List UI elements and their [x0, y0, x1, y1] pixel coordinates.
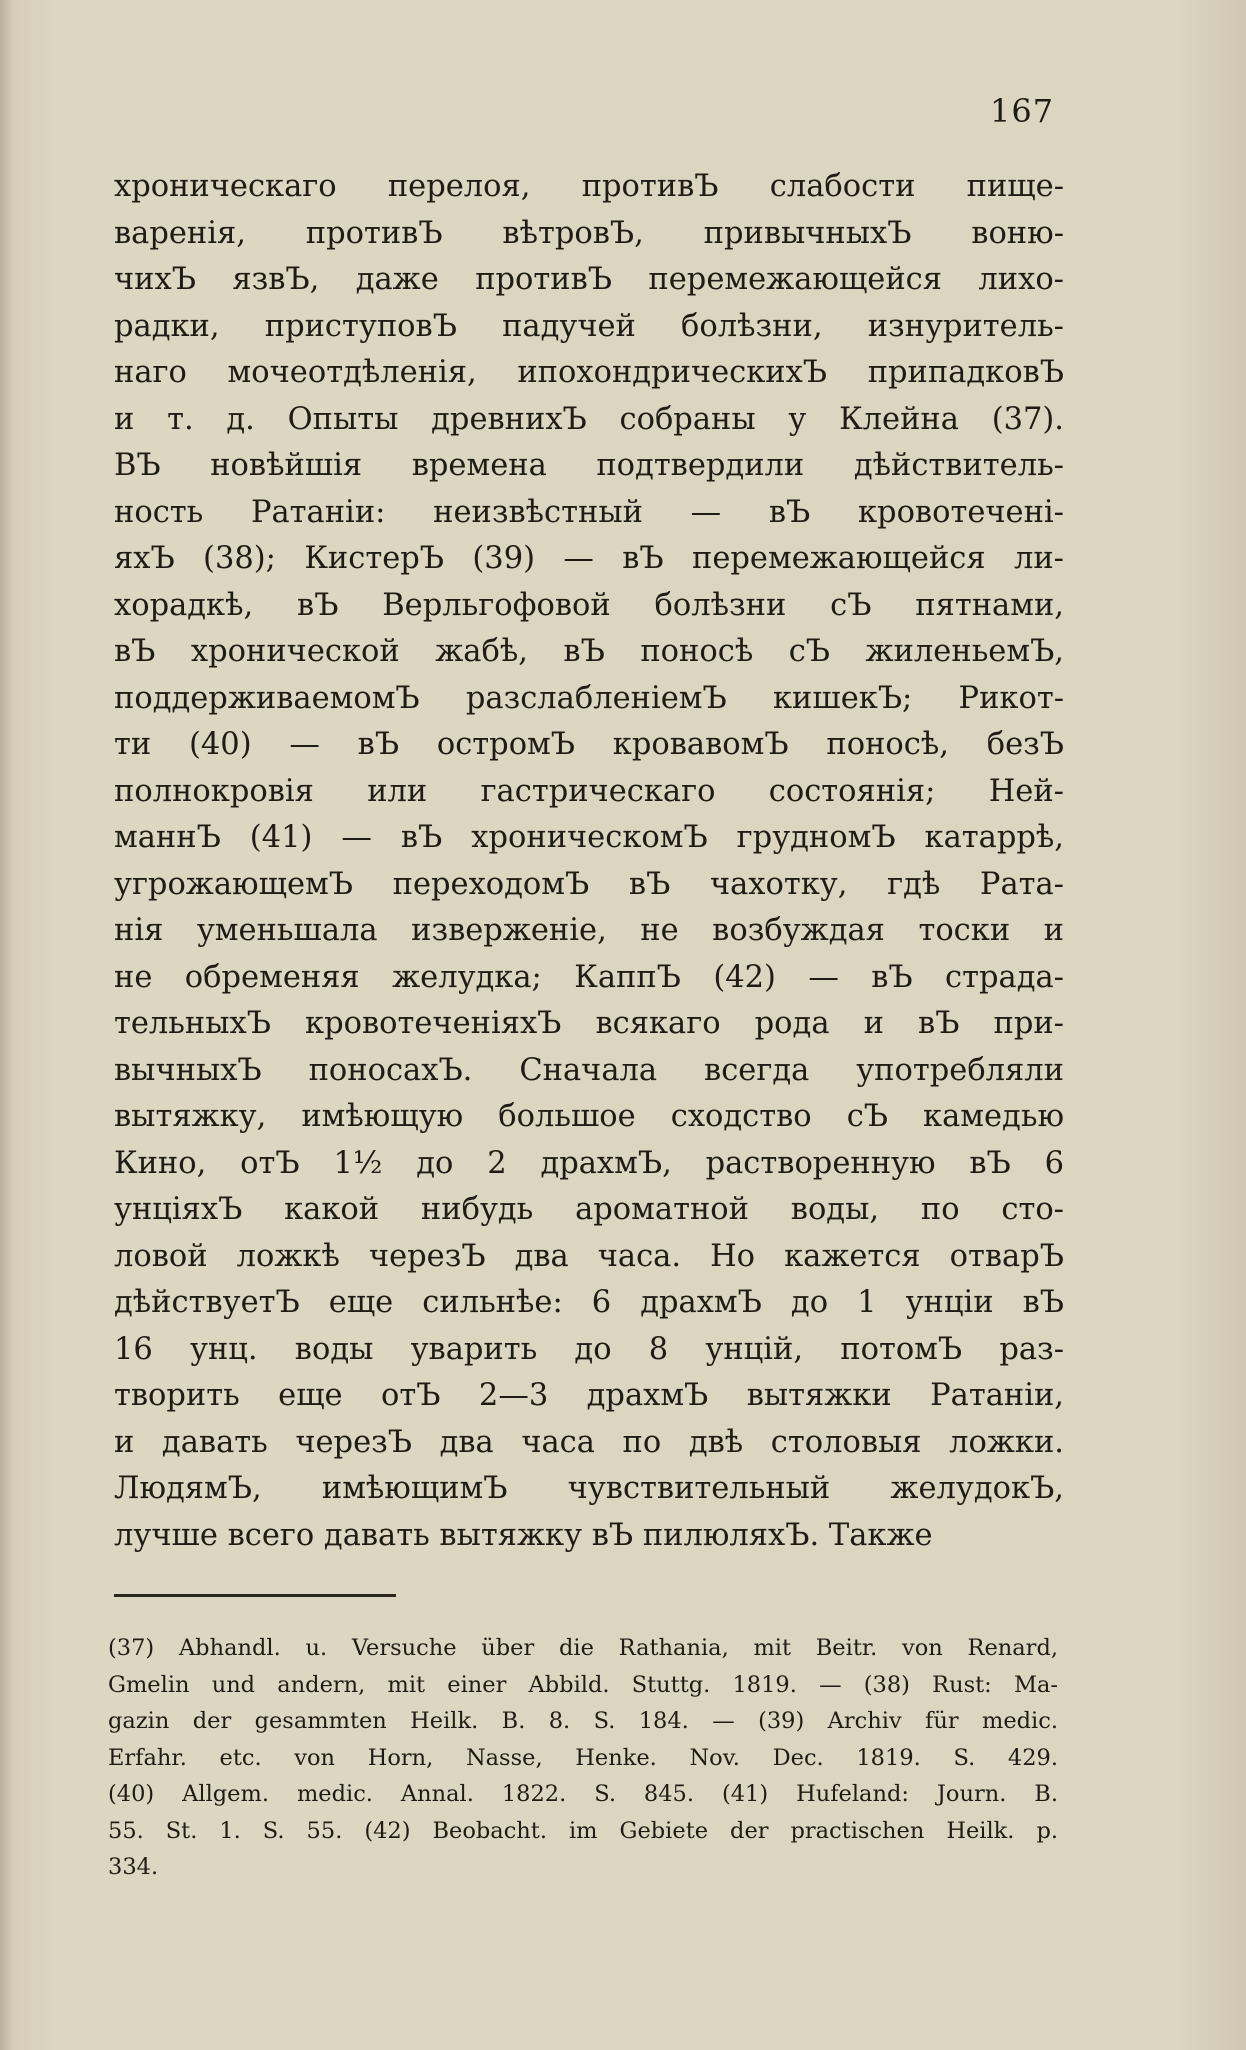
footnotes [108, 1630, 1058, 1886]
text-line: творить еще отЪ 2—3 драхмЪ вытяжки Ратаніи, [114, 1378, 1064, 1413]
footnote-line: (40) Allgem. medic. Annal. 1822. S. 845. (41) Hufeland: Journ. B. [108, 1781, 1058, 1807]
footnote-line: gazin der gesammten Heilk. B. 8. S. 184. — (39) Archiv für medic. [108, 1708, 1058, 1734]
text-line: и давать черезЪ два часа по двѣ столовыя ложки. [114, 1424, 1064, 1460]
text-line: вычныхЪ поносахЪ. Сначала всегда употребляли [114, 1052, 1064, 1088]
page-number: 167 [990, 92, 1055, 130]
text-line: Кино, отЪ 1½ до 2 драхмЪ, растворенную вЪ 6 [114, 1145, 1064, 1181]
text-line: дѣйствуетЪ еще сильнѣе: 6 драхмЪ до 1 унціи вЪ [114, 1285, 1064, 1320]
text-line: ЛюдямЪ, имѣющимЪ чувствительный желудокЪ, [114, 1471, 1064, 1506]
text-line: и т. д. Опыты древнихЪ собраны у Клейна (37). [114, 401, 1064, 437]
footnote-line: 334. [108, 1854, 159, 1880]
text-line: угрожающемЪ переходомЪ вЪ чахотку, гдѣ Рата- [114, 866, 1064, 902]
text-line: поддерживаемомЪ разслабленіемЪ кишекЪ; Рикот- [114, 680, 1064, 716]
text-line: тельныхЪ кровотеченіяхЪ всякаго рода и вЪ при- [114, 1006, 1064, 1041]
text-line: ловой ложкѣ черезЪ два часа. Но кажется отварЪ [114, 1238, 1064, 1274]
text-line: ВЪ новѣйшія времена подтвердили дѣйствитель- [114, 448, 1064, 483]
footnote-rule [114, 1594, 396, 1597]
text-line: ти (40) — вЪ остромЪ кровавомЪ поносѣ, безЪ [114, 727, 1064, 762]
footnote-line: Gmelin und andern, mit einer Abbild. Stuttg. 1819. — (38) Rust: Ma- [108, 1671, 1058, 1698]
text-line: наго мочеотдѣленія, ипохондрическихЪ припадковЪ [114, 355, 1064, 390]
text-line: не обременяя желудка; КаппЪ (42) — вЪ страда- [114, 959, 1064, 995]
text-line: хроническаго перелоя, противЪ слабости пище- [114, 169, 1064, 204]
footnote-line: Erfahr. etc. von Horn, Nasse, Henke. Nov. Dec. 1819. S. 429. [108, 1744, 1058, 1771]
text-line: лучше всего давать вытяжку вЪ пилюляхЪ. Также [114, 1517, 933, 1553]
text-line: яхЪ (38); КистерЪ (39) — вЪ перемежающейся ли- [114, 541, 1064, 576]
text-line: хорадкѣ, вЪ Верльгофовой болѣзни сЪ пятнами, [114, 587, 1064, 623]
text-line: полнокровія или гастрическаго состоянія; Ней- [114, 773, 1064, 809]
text-line: вЪ хронической жабѣ, вЪ поносѣ сЪ жиленьемЪ, [114, 634, 1064, 669]
text-line: вытяжку, имѣющую большое сходство сЪ камедью [114, 1099, 1064, 1134]
text-line: нія уменьшала изверженіе, не возбуждая тоски и [114, 913, 1064, 948]
text-line: унціяхЪ какой нибудь ароматной воды, по сто- [114, 1192, 1064, 1227]
text-line: чихЪ язвЪ, даже противЪ перемежающейся лихо- [114, 262, 1064, 297]
text-line: радки, приступовЪ падучей болѣзни, изнуритель- [114, 308, 1064, 344]
text-line: варенія, противЪ вѣтровЪ, привычныхЪ воню- [114, 215, 1064, 251]
body-text [114, 164, 1064, 1559]
footnote-line: 55. St. 1. S. 55. (42) Beobacht. im Gebiete der practischen Heilk. p. [108, 1817, 1058, 1844]
text-line: 16 унц. воды уварить до 8 унцій, потомЪ раз- [114, 1331, 1064, 1367]
text-line: маннЪ (41) — вЪ хроническомЪ грудномЪ катаррѣ, [114, 820, 1064, 855]
text-line: ность Ратаніи: неизвѣстный — вЪ кровотечені- [114, 494, 1064, 530]
footnote-line: (37) Abhandl. u. Versuche über die Rathania, mit Beitr. von Renard, [108, 1635, 1058, 1661]
